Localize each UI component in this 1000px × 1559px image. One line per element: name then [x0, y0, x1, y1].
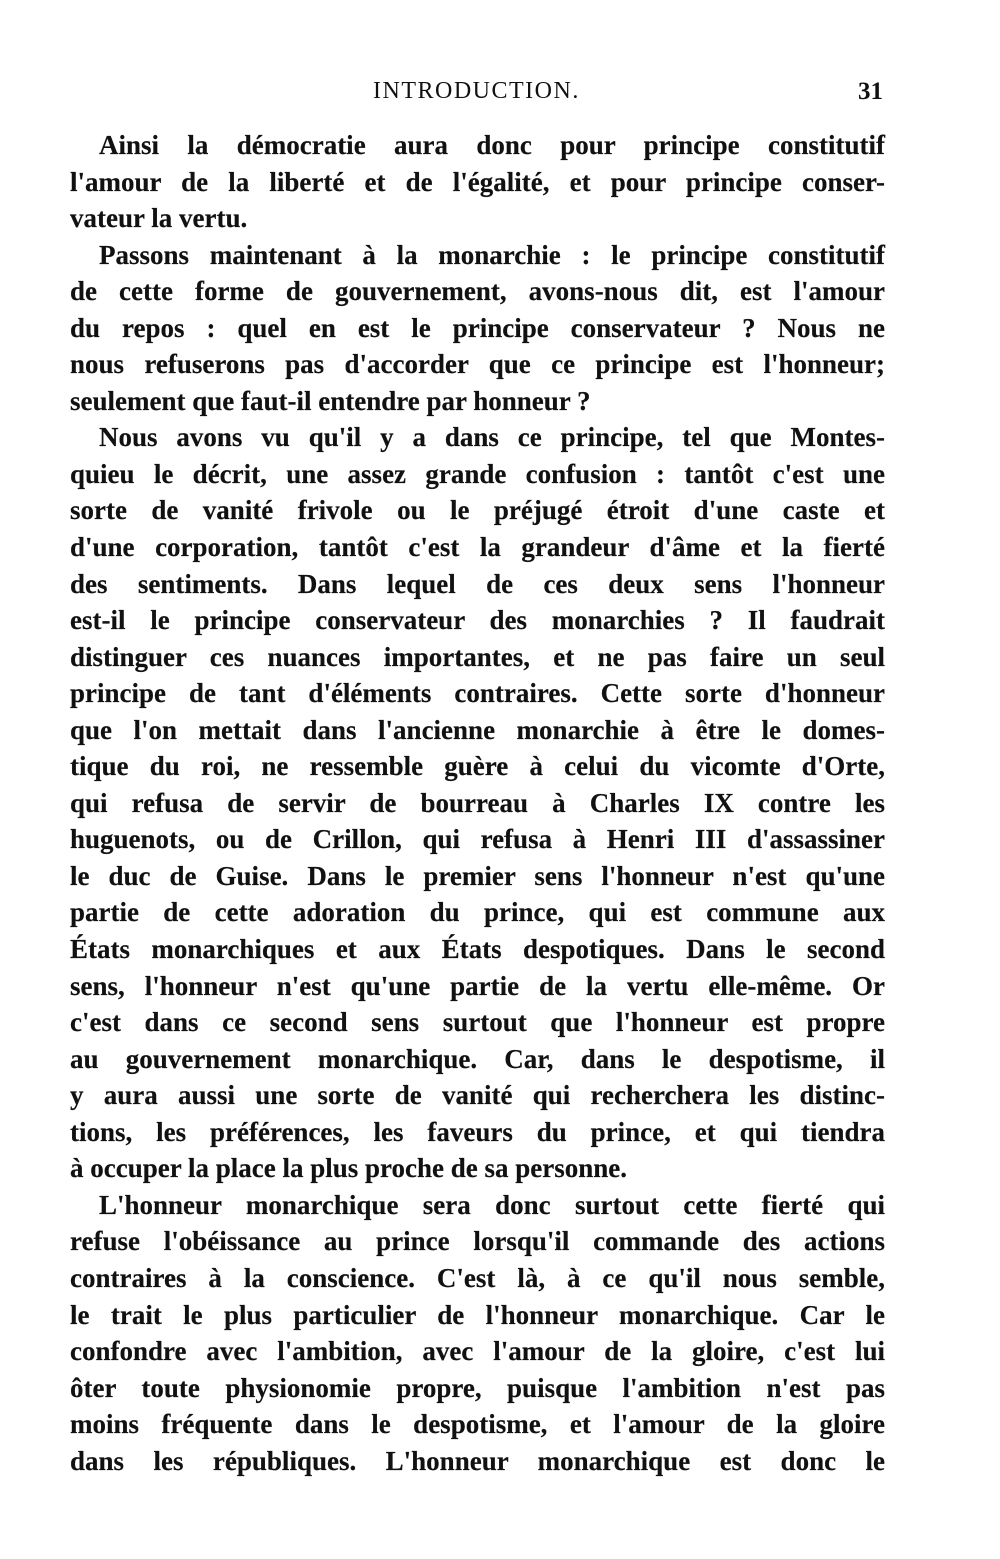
text-line: principe de tant d'éléments contraires. Cette sorte d'honneur [70, 678, 885, 709]
running-header [0, 78, 1000, 112]
text-line: à occuper la place la plus proche de sa personne. [70, 1153, 628, 1184]
text-line: tique du roi, ne ressemble guère à celui du vicomte d'Orte, [70, 751, 885, 782]
text-line: le duc de Guise. Dans le premier sens l'honneur n'est qu'une [70, 860, 885, 891]
text-line: refuse l'obéissance au prince lorsqu'il commande des actions [70, 1226, 885, 1257]
text-line: que l'on mettait dans l'ancienne monarchie à être le domes- [70, 714, 885, 745]
text-line: l'amour de la liberté et de l'égalité, et pour principe conser- [70, 166, 885, 197]
text-line: contraires à la conscience. C'est là, à ce qu'il nous semble, [70, 1262, 885, 1293]
text-line: des sentiments. Dans lequel de ces deux sens l'honneur [70, 568, 885, 599]
text-line: L'honneur monarchique sera donc surtout cette fierté qui [99, 1189, 885, 1220]
running-title: INTRODUCTION. [373, 78, 580, 104]
text-line: de cette forme de gouvernement, avons-nous dit, est l'amour [70, 276, 885, 307]
text-line: y aura aussi une sorte de vanité qui recherchera les distinc- [70, 1080, 885, 1111]
text-line: Ainsi la démocratie aura donc pour principe constitutif [99, 130, 885, 160]
text-line: nous refuserons pas d'accorder que ce principe est l'honneur; [70, 349, 885, 380]
text-line: le trait le plus particulier de l'honneur monarchique. Car le [70, 1299, 885, 1330]
paragraph [70, 237, 885, 420]
paragraph [70, 419, 885, 1186]
text-line: sens, l'honneur n'est qu'une partie de la vertu elle-même. Or [70, 970, 885, 1001]
text-line: dans les républiques. L'honneur monarchique est donc le [70, 1445, 885, 1476]
text-line: ôter toute physionomie propre, puisque l'ambition n'est pas [70, 1372, 885, 1403]
text-line: États monarchiques et aux États despotiques. Dans le second [70, 934, 885, 965]
paragraph [70, 127, 885, 237]
text-line: Passons maintenant à la monarchie : le principe constitutif [99, 239, 885, 270]
page-number: 31 [858, 78, 883, 105]
text-line: moins fréquente dans le despotisme, et l'amour de la gloire [70, 1409, 885, 1440]
text-line: seulement que faut-il entendre par honneur ? [70, 385, 591, 416]
text-line: au gouvernement monarchique. Car, dans le despotisme, il [70, 1043, 885, 1074]
paragraph [70, 1187, 885, 1479]
text-line: huguenots, ou de Crillon, qui refusa à Henri III d'assassiner [70, 824, 885, 855]
text-line: quieu le décrit, une assez grande confusion : tantôt c'est une [70, 458, 885, 489]
text-line: partie de cette adoration du prince, qui est commune aux [70, 897, 885, 928]
text-line: confondre avec l'ambition, avec l'amour de la gloire, c'est lui [70, 1336, 885, 1367]
text-line: tions, les préférences, les faveurs du prince, et qui tiendra [70, 1116, 885, 1147]
text-line: est-il le principe conservateur des monarchies ? Il faudrait [70, 605, 885, 636]
text-line: Nous avons vu qu'il y a dans ce principe, tel que Montes- [99, 422, 885, 453]
text-line: c'est dans ce second sens surtout que l'honneur est propre [70, 1007, 885, 1038]
text-line: vateur la vertu. [70, 203, 248, 234]
text-line: distinguer ces nuances importantes, et ne pas faire un seul [70, 641, 885, 672]
text-line: sorte de vanité frivole ou le préjugé étroit d'une caste et [70, 495, 885, 526]
body-text [70, 127, 885, 1479]
text-line: du repos : quel en est le principe conservateur ? Nous ne [70, 312, 885, 343]
text-line: qui refusa de servir de bourreau à Charles IX contre les [70, 787, 885, 818]
text-line: d'une corporation, tantôt c'est la grandeur d'âme et la fierté [70, 532, 885, 563]
